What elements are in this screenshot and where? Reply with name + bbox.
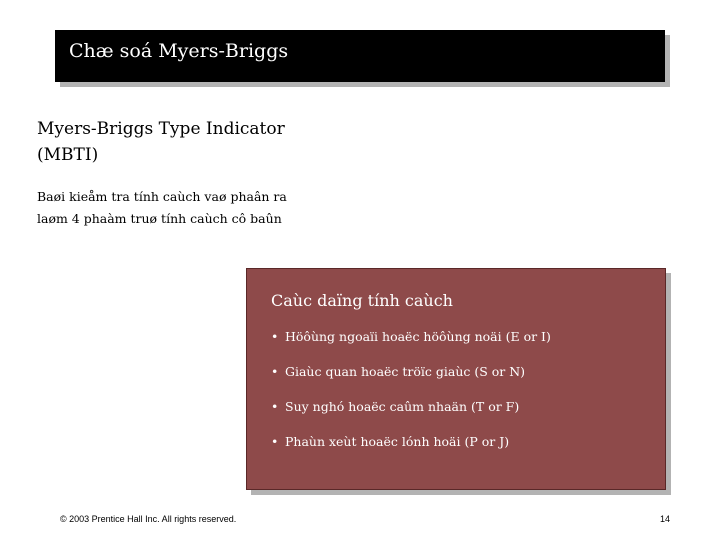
subtext-line-2: laøm 4 phaàm truø tính caùch cô baûn (37, 211, 282, 226)
list-item (271, 397, 551, 432)
slide-title: Chæ soá Myers-Briggs (69, 40, 289, 62)
personality-type-list (271, 327, 551, 467)
bullet-icon: • (271, 399, 279, 414)
title-bar (55, 30, 665, 82)
list-item (271, 327, 551, 362)
heading-line-1: Myers-Briggs Type Indicator (37, 119, 285, 139)
list-item-text: Höôùng ngoaïi hoaëc höôùng noäi (E or I) (285, 329, 551, 344)
page-number: 14 (659, 514, 670, 524)
personality-types-panel (246, 268, 666, 490)
heading-line-2: (MBTI) (37, 145, 99, 165)
list-item-text: Giaùc quan hoaëc tröïc giaùc (S or N) (285, 364, 526, 379)
list-item (271, 362, 551, 397)
heading (37, 116, 297, 168)
list-item (271, 432, 551, 467)
subtext-line-1: Baøi kieåm tra tính caùch vaø phaân ra (37, 189, 287, 204)
copyright-notice: © 2003 Prentice Hall Inc. All rights reserved. (60, 514, 237, 524)
subtext (37, 186, 317, 230)
bullet-icon: • (271, 329, 279, 344)
bullet-icon: • (271, 434, 279, 449)
bullet-icon: • (271, 364, 279, 379)
list-item-text: Phaùn xeùt hoaëc lónh hoäi (P or J) (285, 434, 510, 449)
list-item-text: Suy nghó hoaëc caûm nhaän (T or F) (285, 399, 520, 414)
panel-title: Caùc daïng tính caùch (271, 291, 453, 310)
